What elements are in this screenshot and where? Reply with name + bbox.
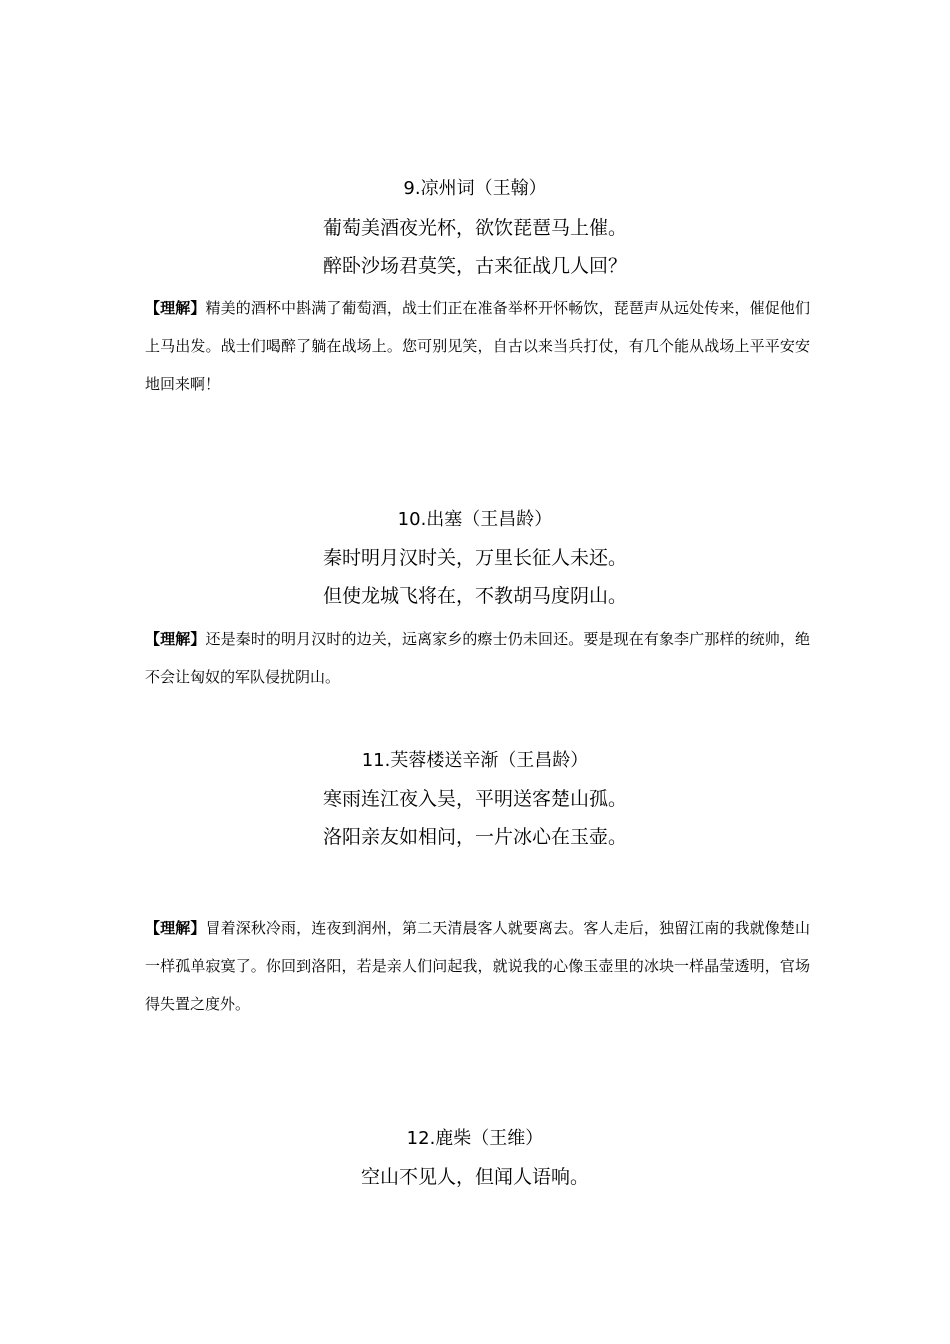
poem-line: 但使龙城飞将在，不教胡马度阴山。: [322, 585, 627, 607]
poem-line: 洛阳亲友如相问，一片冰心在玉壶。: [322, 826, 627, 848]
poem-line: 葡萄美酒夜光杯，欲饮琵琶马上催。: [322, 217, 627, 239]
explanation-label: 【理解】: [145, 299, 206, 317]
poem-title: 9.凉州词（王翰）: [403, 178, 547, 199]
poem-line: 寒雨连江夜入吴，平明送客楚山孤。: [322, 788, 627, 810]
poem-line: 秦时明月汉时关，万里长征人未还。: [322, 547, 627, 569]
explanation-text: 精美的酒杯中斟满了葡萄酒，战士们正在准备举杯开怀畅饮，琵琶声从远处传来，催促他们上马出发。战士们喝醉了躺在战场上。您可别见笑，自古以来当兵打仗，有几个能从战场上平平安安地回来啊！: [145, 299, 810, 393]
explanation-label: 【理解】: [145, 919, 206, 937]
poem-explanation: [145, 289, 810, 403]
explanation-label: 【理解】: [145, 630, 206, 648]
explanation-text: 还是秦时的明月汉时的边关，远离家乡的瘵士仍未回还。要是现在有象李广那样的统帅，绝不会让匈奴的军队侵扰阴山。: [145, 630, 810, 686]
poem-line: 醉卧沙场君莫笑，古来征战几人回？: [322, 255, 627, 277]
poem-title: 12.鹿柴（王维）: [406, 1128, 544, 1149]
poem-line: 空山不见人，但闻人语响。: [360, 1166, 589, 1188]
poem-explanation: [145, 620, 810, 696]
poem-explanation: [145, 909, 810, 1023]
poem-title: 10.出塞（王昌龄）: [397, 509, 553, 530]
explanation-text: 冒着深秋冷雨，连夜到润州，第二天清晨客人就要离去。客人走后，独留江南的我就像楚山一样孤单寂寞了。你回到洛阳，若是亲人们问起我，就说我的心像玉壶里的冰块一样晶莹透明，官场得失置之度外。: [145, 919, 810, 1013]
poem-title: 11.芙蓉楼送辛渐（王昌龄）: [361, 750, 589, 771]
